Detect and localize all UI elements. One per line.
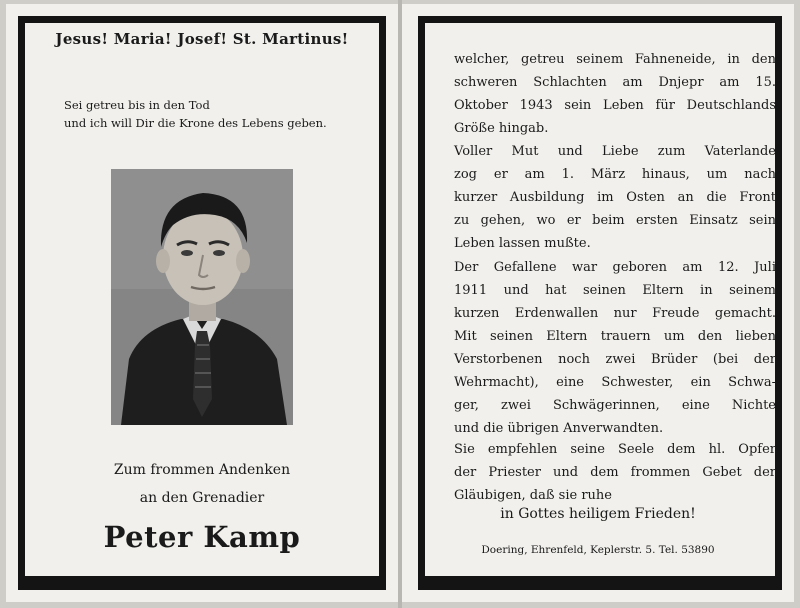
text-line: schweren Schlachten am Dnjepr am 15. — [454, 75, 776, 90]
portrait-illustration — [111, 169, 293, 425]
paragraph-death — [454, 48, 776, 140]
text-line: Wehrmacht), eine Schwester, ein Schwa- — [454, 375, 776, 390]
invocation-heading: Jesus! Maria! Josef! St. Martinus! — [55, 30, 349, 48]
deceased-name: Peter Kamp — [103, 520, 301, 554]
memorial-card-left-page — [6, 4, 398, 602]
text-line: welcher, getreu seinem Fahneneide, in den — [454, 52, 776, 67]
printer-imprint: Doering, Ehrenfeld, Keplerstr. 5. Tel. 53890 — [481, 544, 715, 556]
scripture-verse — [64, 96, 378, 132]
text-line: der Priester und dem frommen Gebet der — [454, 465, 776, 480]
paragraph-service — [454, 140, 776, 255]
text-line: kurzen Erdenwallen nur Freude gemacht. — [454, 306, 776, 321]
dedication-line: Zum frommen Andenken — [113, 462, 291, 478]
portrait-photo — [111, 169, 293, 425]
text-line: zog er am 1. März hinaus, um nach — [454, 167, 776, 182]
closing-blessing: in Gottes heiligem Frieden! — [500, 506, 696, 522]
verse-line: Sei getreu bis in den Tod — [64, 98, 210, 112]
text-line: Sie empfehlen seine Seele dem hl. Opfer — [454, 442, 776, 457]
text-line: Oktober 1943 sein Leben für Deutschlands — [454, 98, 776, 113]
text-line: Mit seinen Eltern trauern um den lieben — [454, 329, 776, 344]
text-line: Leben lassen mußte. — [454, 236, 591, 251]
text-line: Voller Mut und Liebe zum Vaterlande — [454, 144, 776, 159]
text-line: zu gehen, wo er beim ersten Einsatz sein — [454, 213, 776, 228]
memorial-dedication — [6, 456, 398, 512]
text-line: Verstorbenen noch zwei Brüder (bei der — [454, 352, 776, 367]
text-line: Der Gefallene war geboren am 12. Juli — [454, 260, 776, 275]
paragraph-prayer — [454, 438, 776, 507]
text-line: kurzer Ausbildung im Osten an die Front — [454, 190, 776, 205]
text-line: ger, zwei Schwägerinnen, eine Nichte — [454, 398, 776, 413]
text-line: Gläubigen, daß sie ruhe — [454, 488, 612, 503]
text-line: 1911 und hat seinen Eltern in seinem — [454, 283, 776, 298]
dedication-line: an den Grenadier — [139, 490, 265, 506]
memorial-card-right-page — [402, 4, 794, 602]
text-line: und die übrigen Anverwandten. — [454, 421, 664, 436]
text-line: Größe hingab. — [454, 121, 549, 136]
verse-line: und ich will Dir die Krone des Lebens geben. — [64, 116, 327, 130]
paragraph-family — [454, 256, 776, 440]
